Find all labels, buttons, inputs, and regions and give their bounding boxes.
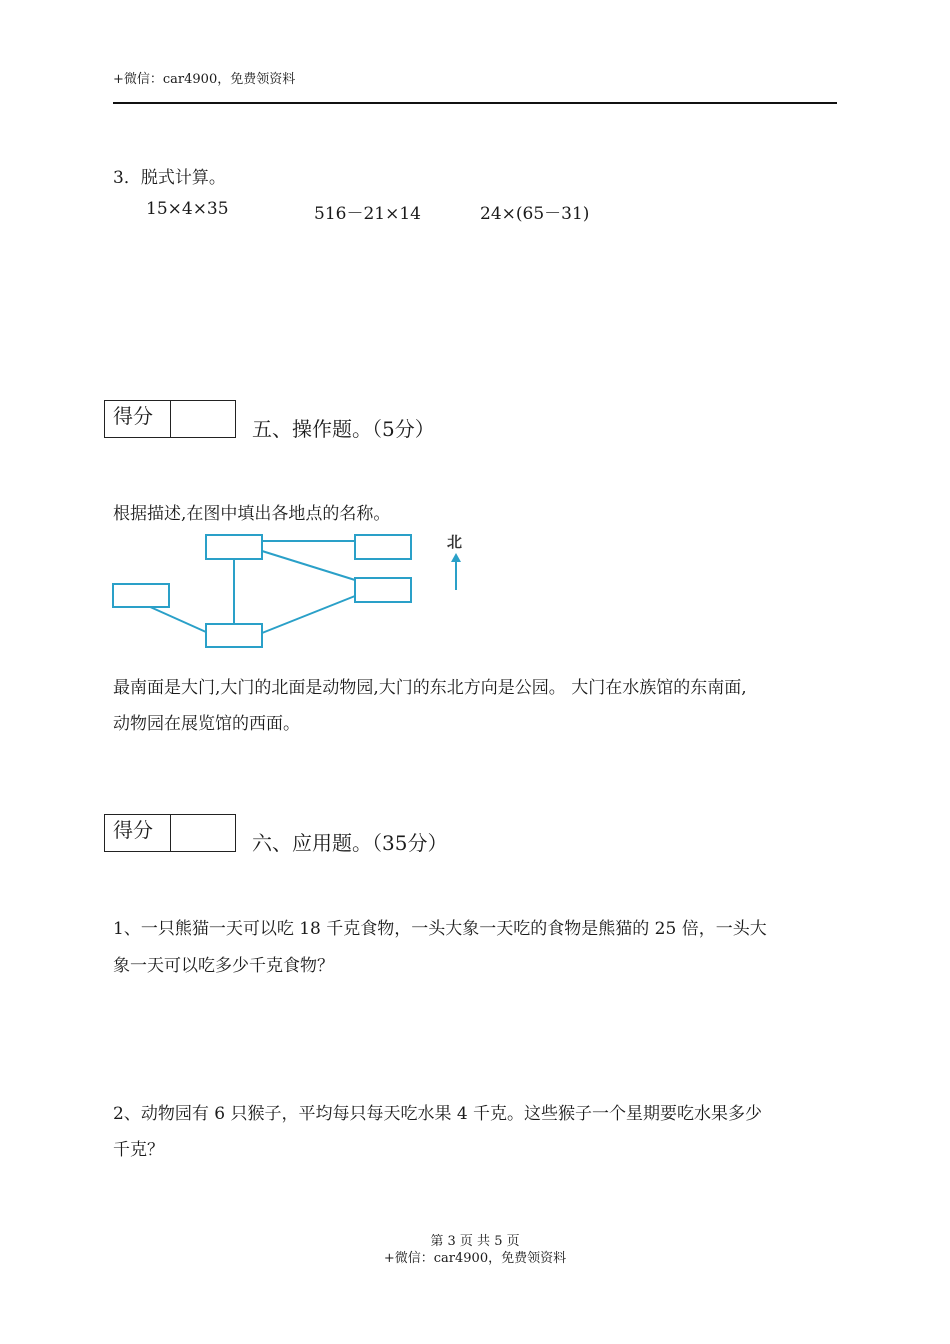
map-box-middle-right[interactable] [355,578,411,602]
expression-3: 24×(65－31) [480,204,590,224]
section-6-title: 六、应用题。（35分） [252,831,448,855]
score-box-section-5 [104,400,236,438]
map-description-line-1: 最南面是大门,大门的北面是动物园,大门的东北方向是公园。 大门在水族馆的东南面, [113,678,747,698]
map-description-line-2: 动物园在展览馆的西面。 [113,714,300,734]
question-1-line-2: 象一天可以吃多少千克食物？ [113,956,334,976]
location-map-diagram [100,525,480,655]
footer-page-number: 第 3 页 共 5 页 [430,1234,520,1249]
map-box-bottom[interactable] [206,624,262,647]
map-connector [262,551,355,580]
question-1-line-1: 1、一只熊猫一天可以吃 18 千克食物，一头大象一天吃的食物是熊猫的 25 倍，一头大 [113,919,767,939]
section-5-title: 五、操作题。（5分） [252,417,435,441]
map-box-top-center[interactable] [206,535,262,559]
north-label: 北 [447,533,463,551]
score-label: 得分 [105,401,171,437]
map-box-top-right[interactable] [355,535,411,559]
map-connector [148,606,206,632]
map-connector [262,596,355,633]
header-wechat-text: +微信：car4900，免费领资料 [113,72,296,87]
footer-wechat-text: +微信：car4900，免费领资料 [383,1251,567,1266]
question-2-line-2: 千克？ [113,1140,164,1160]
expression-2: 516－21×14 [314,204,421,224]
north-arrow-icon [451,553,461,562]
expression-1: 15×4×35 [146,199,229,219]
question-2-line-1: 2、动物园有 6 只猴子，平均每只每天吃水果 4 千克。这些猴子一个星期要吃水果多少 [113,1104,763,1124]
item-3-title: 3．脱式计算。 [113,168,226,188]
score-label: 得分 [105,815,171,851]
map-box-left[interactable] [113,584,169,607]
header-rule [113,102,837,104]
map-instruction: 根据描述,在图中填出各地点的名称。 [113,504,391,524]
score-box-section-6 [104,814,236,852]
